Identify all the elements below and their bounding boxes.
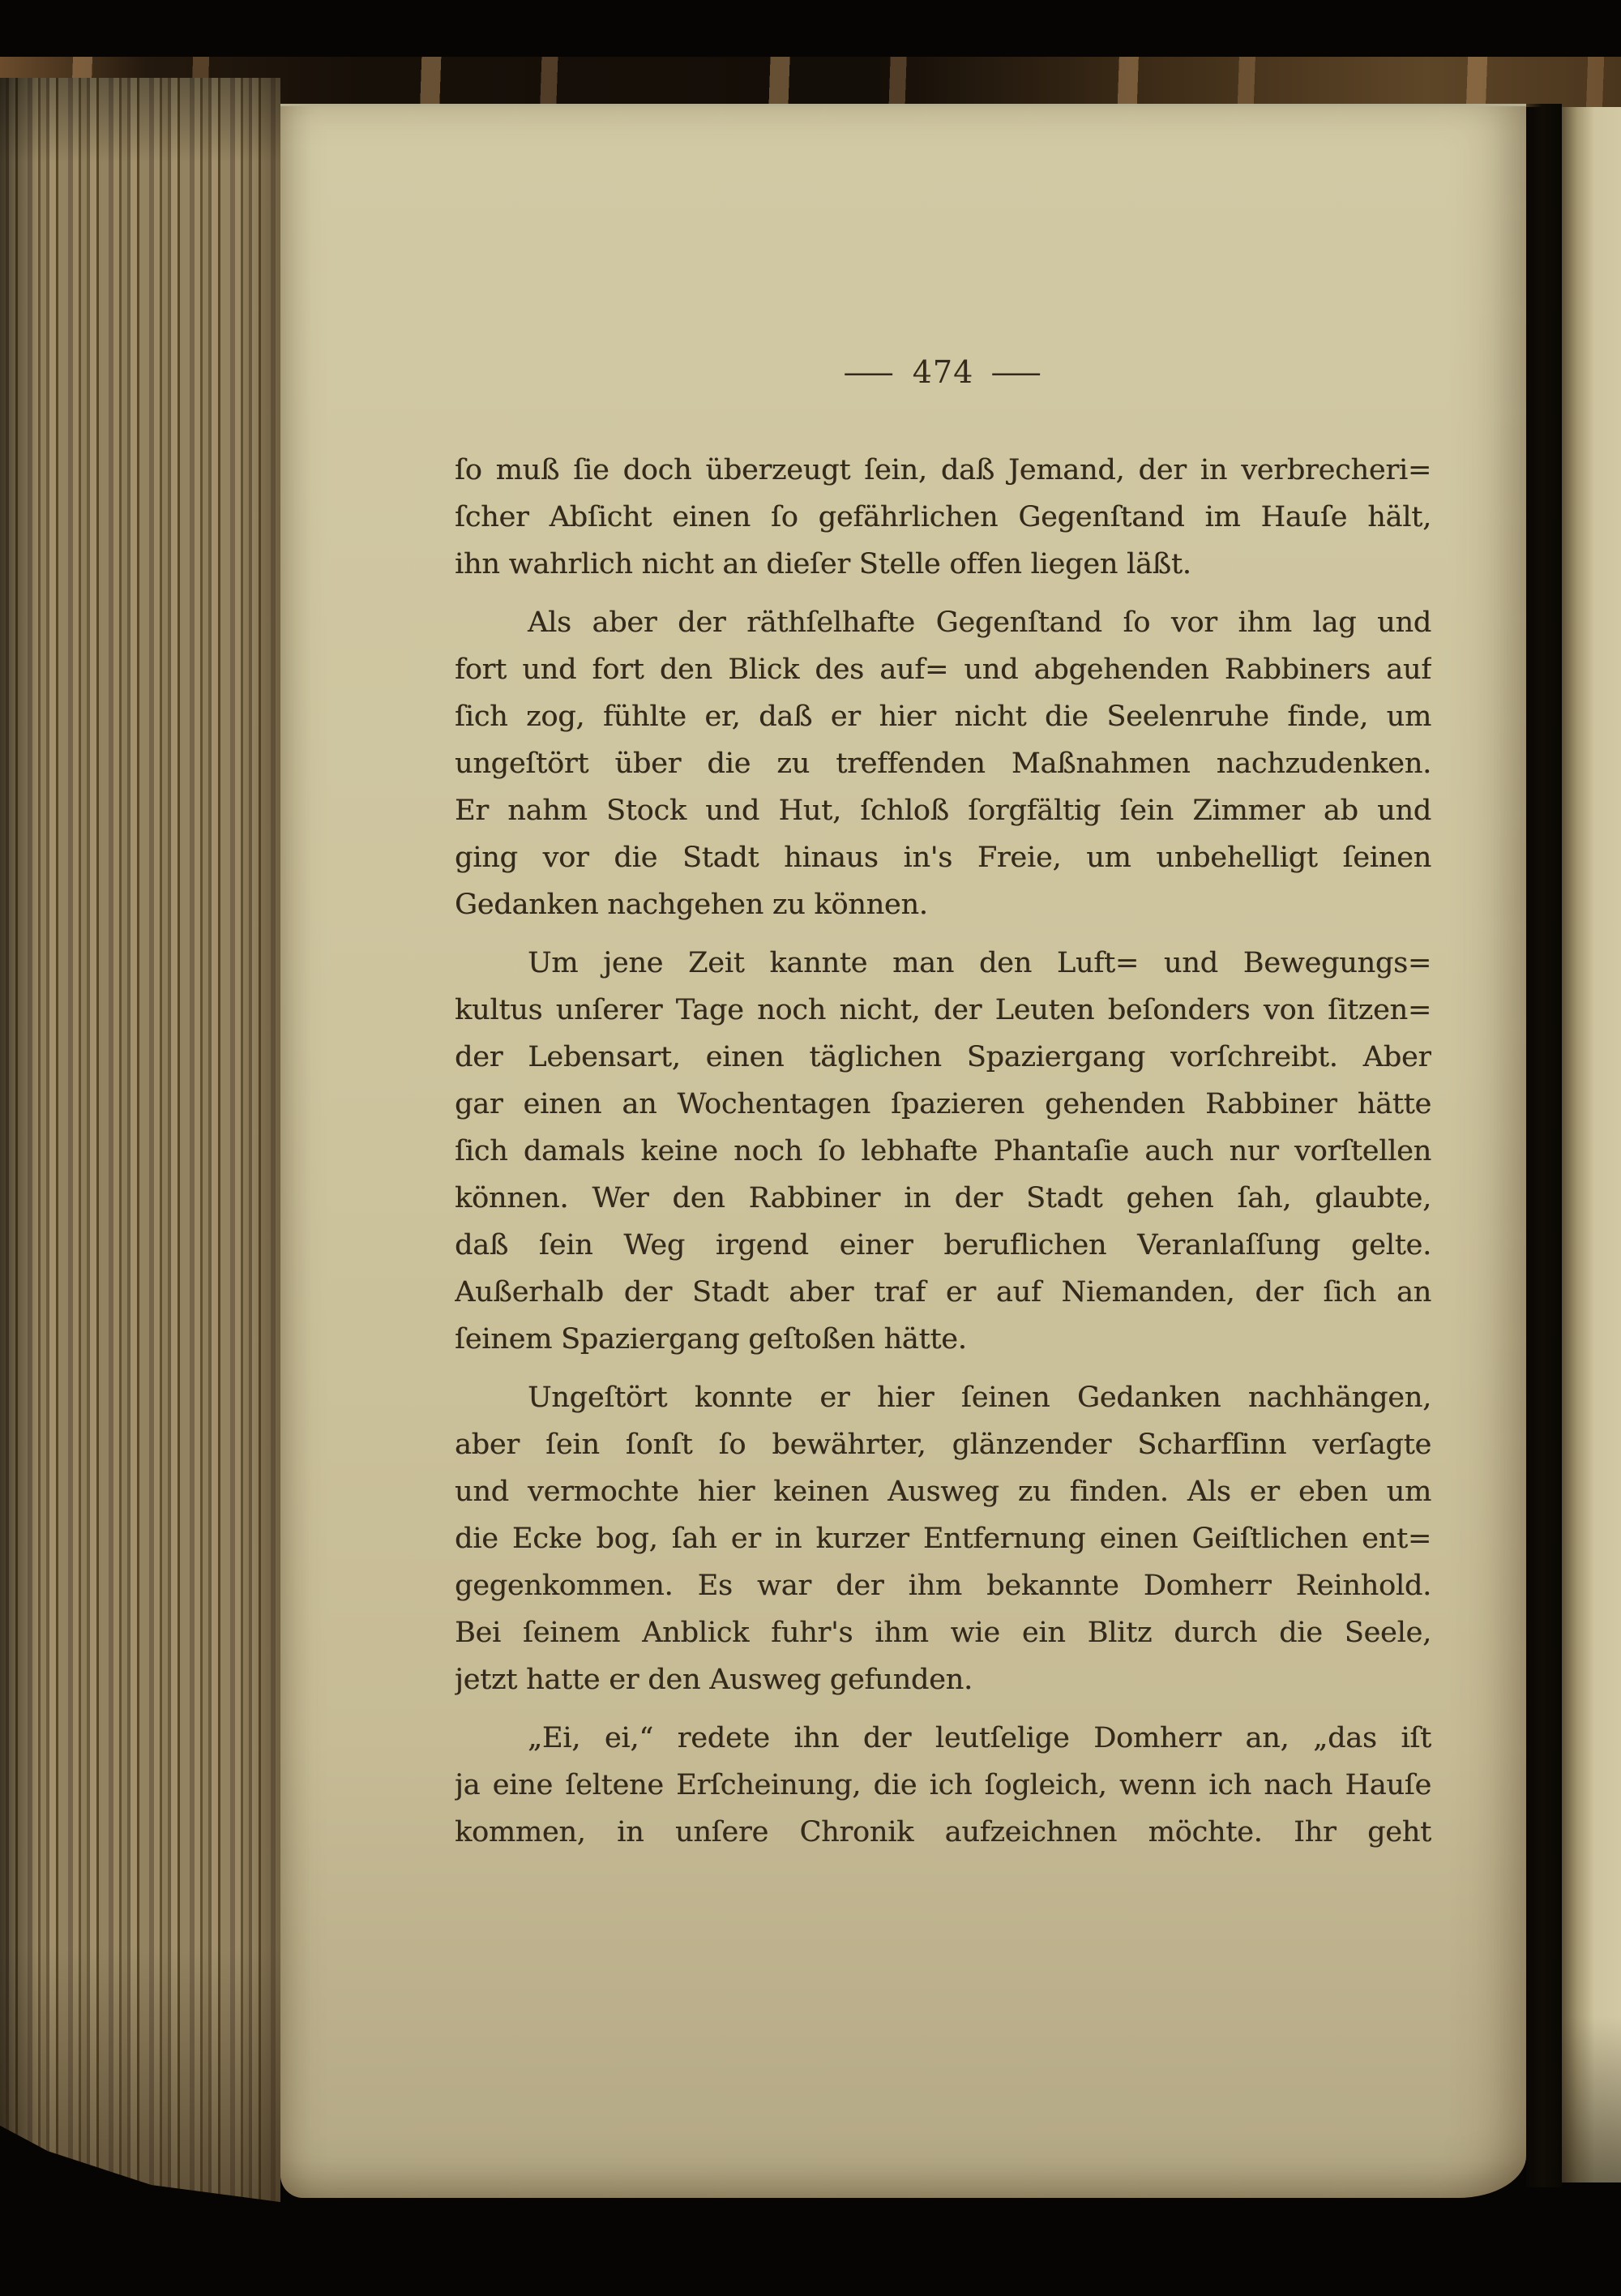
gutter-shadow xyxy=(1526,104,1562,2187)
text-line: Außerhalb der Stadt aber traf er auf Niemanden, der ſich an xyxy=(455,1276,1431,1309)
text-line: ſeinem Spaziergang geſtoßen hätte. xyxy=(455,1323,967,1356)
text-line: ſich damals keine noch ſo lebhafte Phantaſie auch nur vorſtellen xyxy=(455,1135,1431,1167)
text-line: ſcher Abſicht einen ſo gefährlichen Gegenſtand im Hauſe hält, xyxy=(455,501,1431,533)
text-line: ging vor die Stadt hinaus in's Freie, um unbehelligt ſeinen xyxy=(455,842,1431,874)
book-page xyxy=(280,104,1526,2198)
text-line: Um jene Zeit kannte man den Luft= und Bewegungs= xyxy=(528,947,1431,979)
text-line: Er nahm Stock und Hut, ſchloß ſorgfältig ſein Zimmer ab und xyxy=(455,795,1431,827)
text-line: die Ecke bog, ſah er in kurzer Entfernung einen Geiſtlichen ent= xyxy=(455,1523,1431,1555)
text-line: gar einen an Wochentagen ſpazieren gehenden Rabbiner hätte xyxy=(455,1088,1431,1120)
text-block xyxy=(455,447,1431,1856)
paragraph xyxy=(455,447,1431,588)
page-number: 474 xyxy=(912,354,974,390)
text-line: kultus unſerer Tage noch nicht, der Leuten beſonders von ſitzen= xyxy=(455,994,1431,1026)
text-line: gegenkommen. Es war der ihm bekannte Domherr Reinhold. xyxy=(455,1570,1431,1602)
text-line: ja eine ſeltene Erſcheinung, die ich ſogleich, wenn ich nach Hauſe xyxy=(455,1769,1431,1801)
text-line: Bei ſeinem Anblick fuhr's ihm wie ein Blitz durch die Seele, xyxy=(455,1617,1431,1649)
text-line: der Lebensart, einen täglichen Spaziergang vorſchreibt. Aber xyxy=(455,1041,1431,1073)
text-line: „Ei, ei,“ redete ihn der leutſelige Domherr an, „das iſt xyxy=(528,1722,1431,1754)
text-line: ihn wahrlich nicht an dieſer Stelle offen liegen läßt. xyxy=(455,548,1191,580)
text-line: ſich zog, fühlte er, daß er hier nicht die Seelenruhe finde, um xyxy=(455,700,1431,733)
text-line: Gedanken nachgehen zu können. xyxy=(455,889,928,921)
text-line: Ungeſtört konnte er hier ſeinen Gedanken nachhängen, xyxy=(528,1381,1431,1414)
fore-edge-page-stack xyxy=(0,78,280,2202)
text-line: ſo muß ſie doch überzeugt ſein, daß Jemand, der in verbrecheri= xyxy=(455,454,1431,486)
text-line: daß ſein Weg irgend einer beruflichen Veranlaſſung gelte. xyxy=(455,1229,1431,1262)
paragraph xyxy=(455,1715,1431,1856)
text-line: fort und fort den Blick des auf= und abgehenden Rabbiners auf xyxy=(455,653,1431,686)
paragraph xyxy=(455,599,1431,928)
paragraph xyxy=(455,1374,1431,1703)
page-number-row xyxy=(455,354,1431,390)
text-line: Als aber der räthſelhafte Gegenſtand ſo vor ihm lag und xyxy=(528,606,1431,639)
page-number-dash-right: — xyxy=(990,354,1044,390)
page-number-dash-left: — xyxy=(842,354,896,390)
text-line: und vermochte hier keinen Ausweg zu finden. Als er eben um xyxy=(455,1476,1431,1508)
paragraph xyxy=(455,940,1431,1363)
text-line: ungeſtört über die zu treffenden Maßnahmen nachzudenken. xyxy=(455,747,1431,780)
text-line: aber ſein ſonſt ſo bewährter, glänzender Scharfſinn verſagte xyxy=(455,1429,1431,1461)
text-line: kommen, in unſere Chronik aufzeichnen möchte. Ihr geht xyxy=(455,1816,1431,1848)
text-line: können. Wer den Rabbiner in der Stadt gehen ſah, glaubte, xyxy=(455,1182,1431,1214)
text-line: jetzt hatte er den Ausweg gefunden. xyxy=(455,1664,973,1696)
facing-page-sliver xyxy=(1562,107,1621,2182)
